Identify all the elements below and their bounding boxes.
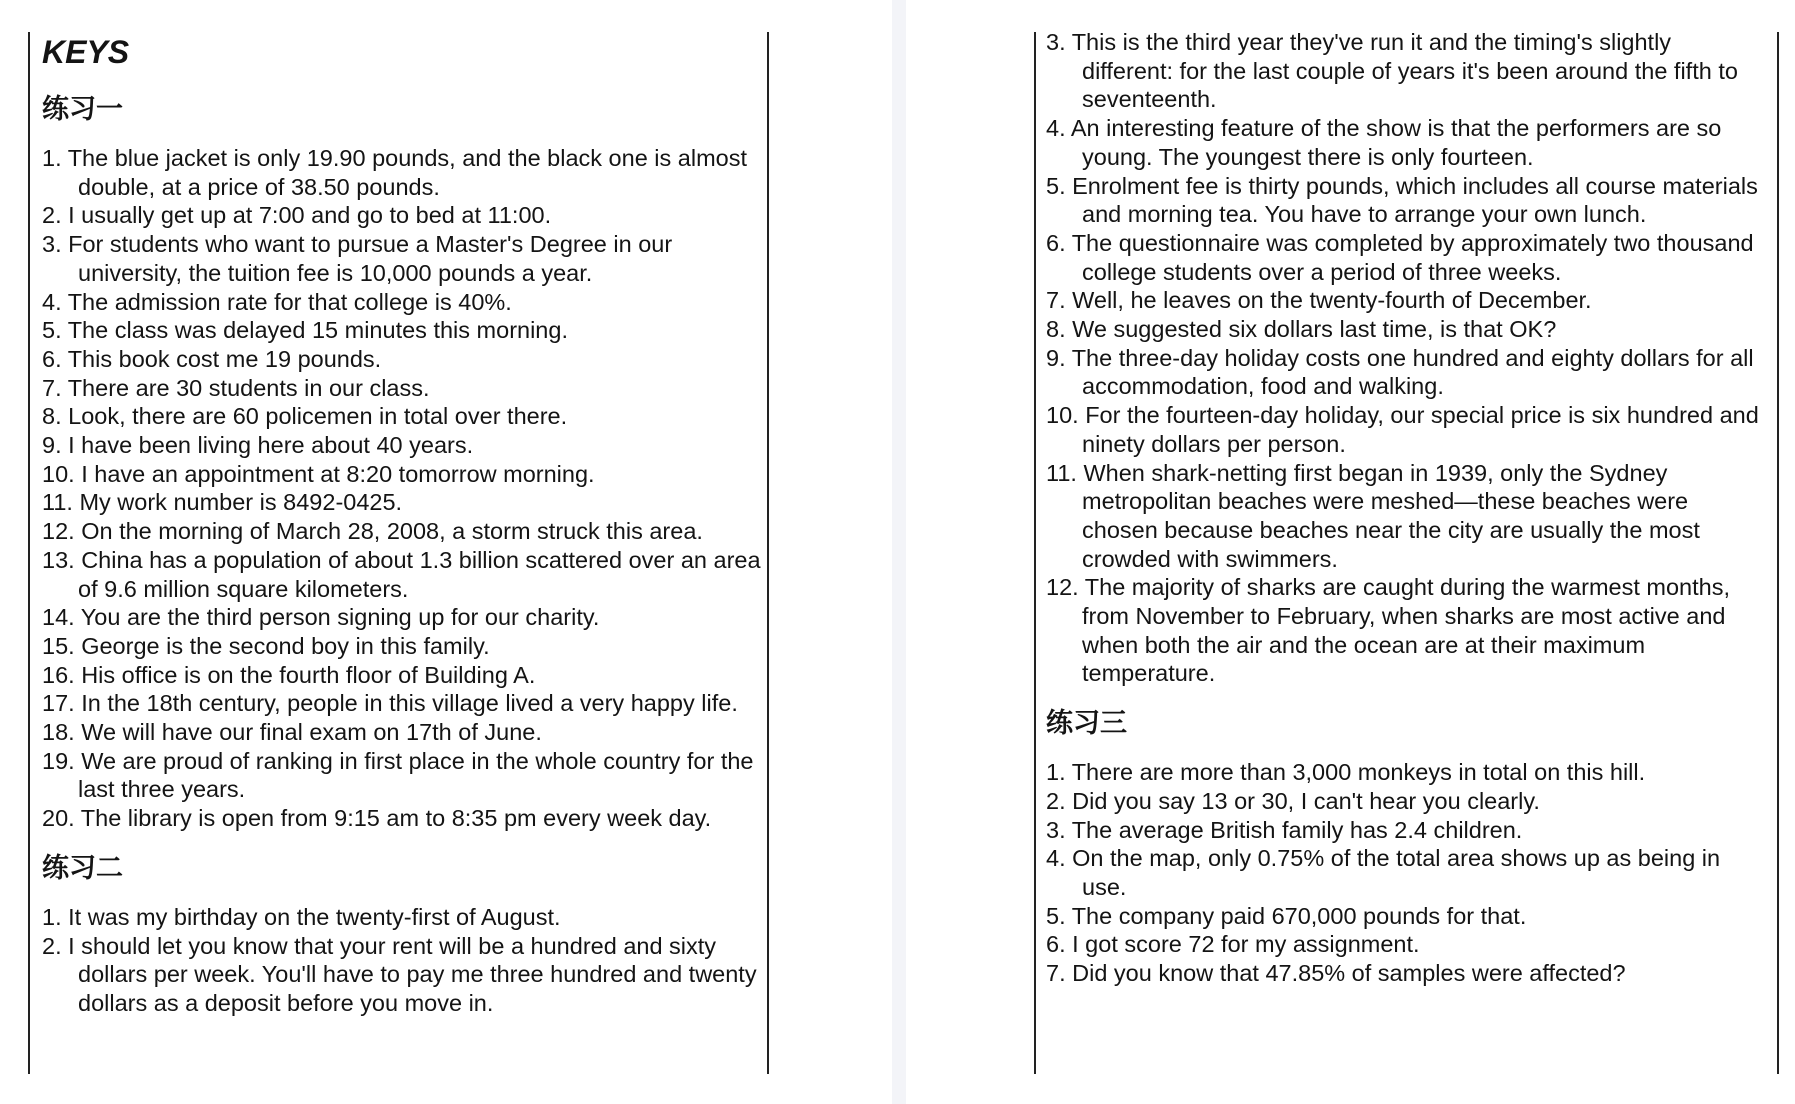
list-item: 6. This book cost me 19 pounds. [42,345,382,372]
list-item: 1. There are more than 3,000 monkeys in total on this hill. [1046,759,1646,786]
list-item: 4. An interesting feature of the show is that the performers are so young. The youngest there is only fourteen. [1046,115,1722,170]
right-column [1046,28,1764,988]
list-item: 5. Enrolment fee is thirty pounds, which includes all course materials and morning tea. You have to arrange your own lunch. [1046,172,1758,228]
section-heading: 练习一 [42,94,123,125]
list-item: 4. The admission rate for that college is 40%. [42,288,512,315]
right-margin-rule [1777,32,1779,1074]
list-item: 3. The average British family has 2.4 children. [1046,816,1523,843]
list-item: 6. The questionnaire was completed by approximately two thousand college students over a period of three weeks. [1046,229,1754,285]
left-page [0,0,892,1104]
page-title: KEYS [42,34,130,70]
list-item: 20. The library is open from 9:15 am to 8:35 pm every week day. [42,805,712,832]
list-item: 7. Well, he leaves on the twenty-fourth of December. [1046,287,1592,314]
answer-list [42,903,762,1018]
list-item: 7. Did you know that 47.85% of samples were affected? [1046,960,1626,987]
list-item: 8. We suggested six dollars last time, is that OK? [1046,316,1557,343]
list-item: 12. The majority of sharks are caught during the warmest months, from November to February, when sharks are most active and when both the air and the ocean are at their maximum temperature. [1046,574,1731,687]
list-item: 3. For students who want to pursue a Master's Degree in our university, the tuition fee is 10,000 pounds a year. [42,231,673,286]
list-item: 2. Did you say 13 or 30, I can't hear you clearly. [1046,787,1540,814]
section-heading: 练习二 [42,852,123,884]
list-item: 4. On the map, only 0.75% of the total area shows up as being in use. [1046,845,1721,900]
list-item: 8. Look, there are 60 policemen in total over there. [42,403,568,430]
list-item: 10. For the fourteen-day holiday, our special price is six hundred and ninety dollars per person. [1046,402,1759,457]
list-item: 14. You are the third person signing up for our charity. [42,604,600,631]
list-item: 9. The three-day holiday costs one hundred and eighty dollars for all accommodation, food and walking. [1046,344,1754,400]
left-margin-rule [28,32,30,1074]
list-item: 9. I have been living here about 40 years. [42,432,474,459]
list-item: 2. I usually get up at 7:00 and go to bed at 11:00. [42,202,552,229]
section-heading: 练习三 [1046,708,1127,740]
list-item: 16. His office is on the fourth floor of Building A. [42,661,536,688]
list-item: 15. George is the second boy in this family. [42,632,490,659]
list-item: 17. In the 18th century, people in this village lived a very happy life. [42,690,738,717]
answer-list [1046,28,1764,688]
list-item: 11. When shark-netting first began in 1939, only the Sydney metropolitan beaches were meshed—these beaches were chosen because beaches near the city are usually the most crowded with swimmers. [1046,459,1700,572]
list-item: 5. The class was delayed 15 minutes this morning. [42,317,568,344]
answer-list [42,144,762,833]
right-page [906,0,1795,1104]
list-item: 11. My work number is 8492-0425. [42,489,403,516]
answer-list [1046,758,1764,988]
left-column [42,28,762,1018]
left-margin-rule [1034,32,1036,1074]
list-item: 19. We are proud of ranking in first place in the whole country for the last three years. [42,747,754,803]
right-margin-rule [767,32,769,1074]
list-item: 18. We will have our final exam on 17th of June. [42,719,542,746]
list-item: 1. It was my birthday on the twenty-first of August. [42,903,561,930]
list-item: 13. China has a population of about 1.3 billion scattered over an area of 9.6 million square kilometers. [42,546,761,602]
list-item: 3. This is the third year they've run it and the timing's slightly different: for the last couple of years it's been around the fifth to seventeenth. [1046,29,1738,113]
list-item: 1. The blue jacket is only 19.90 pounds, and the black one is almost double, at a price of 38.50 pounds. [42,145,748,200]
list-item: 6. I got score 72 for my assignment. [1046,931,1420,958]
list-item: 10. I have an appointment at 8:20 tomorrow morning. [42,460,595,487]
list-item: 12. On the morning of March 28, 2008, a storm struck this area. [42,518,703,545]
list-item: 5. The company paid 670,000 pounds for that. [1046,902,1527,929]
list-item: 2. I should let you know that your rent will be a hundred and sixty dollars per week. You'll have to pay me three hundred and twenty dollars as a deposit before you move in. [42,932,757,1016]
list-item: 7. There are 30 students in our class. [42,374,430,401]
